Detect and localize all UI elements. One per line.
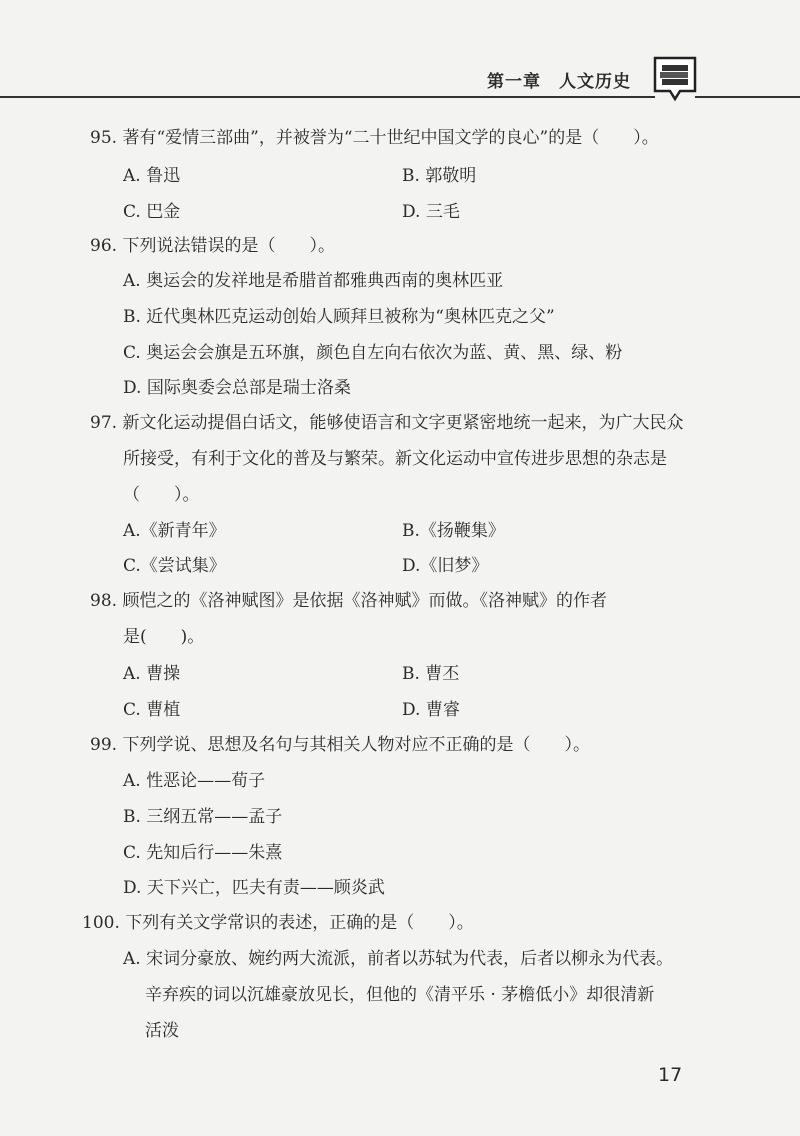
page-number: 17	[658, 1064, 683, 1086]
question-stem: 96. 下列说法错误的是（ ）。	[90, 236, 335, 256]
option-c: C. 巴金	[123, 202, 181, 222]
option-b: B. 近代奥林匹克运动创始人顾拜旦被称为“奥林匹克之父”	[123, 307, 555, 327]
option-c: C. 曹植	[123, 700, 181, 720]
question-stem: 95. 著有“爱情三部曲”，并被誉为“二十世纪中国文学的良心”的是（ ）。	[90, 128, 659, 148]
option-a-line1: A. 宋词分豪放、婉约两大流派，前者以苏轼为代表，后者以柳永为代表。	[123, 949, 674, 969]
option-b: B. 郭敬明	[402, 166, 477, 186]
header-rule	[0, 96, 655, 98]
option-a: A. 曹操	[123, 664, 181, 684]
option-d: D. 国际奥委会总部是瑞士洛桑	[123, 378, 351, 398]
option-c: C. 奥运会会旗是五环旗，颜色自左向右依次为蓝、黄、黑、绿、粉	[123, 343, 623, 363]
book-icon	[652, 55, 698, 103]
option-c: C. 先知后行——朱熹	[123, 843, 283, 863]
option-a: A. 鲁迅	[123, 166, 181, 186]
option-b: B. 三纲五常——孟子	[123, 807, 283, 827]
option-a-line3: 活泼	[145, 1021, 179, 1041]
question-stem-line2: 所接受，有利于文化的普及与繁荣。新文化运动中宣传进步思想的杂志是	[123, 449, 667, 469]
option-b: B.《扬鞭集》	[402, 521, 505, 541]
option-c: C.《尝试集》	[123, 556, 226, 576]
chapter-title: 第一章 人文历史	[487, 72, 631, 92]
question-stem: 99. 下列学说、思想及名句与其相关人物对应不正确的是（ ）。	[90, 735, 590, 755]
option-a: A.《新青年》	[123, 521, 226, 541]
option-d: D. 天下兴亡，匹夫有责——顾炎武	[123, 878, 385, 898]
question-stem-line3: （ ）。	[123, 485, 200, 505]
header-rule-right	[695, 96, 800, 98]
option-d: D. 三毛	[402, 202, 460, 222]
option-b: B. 曹丕	[402, 664, 460, 684]
question-stem-line1: 97. 新文化运动提倡白话文，能够使语言和文字更紧密地统一起来，为广大民众	[90, 413, 684, 433]
question-stem-line1: 98. 顾恺之的《洛神赋图》是依据《洛神赋》而做。《洛神赋》的作者	[90, 591, 607, 611]
question-stem: 100. 下列有关文学常识的表述，正确的是（ ）。	[82, 913, 474, 933]
option-d: D. 曹睿	[402, 700, 460, 720]
option-a: A. 性恶论——荀子	[123, 771, 266, 791]
option-a-line2: 辛弃疾的词以沉雄豪放见长，但他的《清平乐 · 茅檐低小》却很清新	[145, 985, 655, 1005]
option-d: D.《旧梦》	[402, 556, 489, 576]
option-a: A. 奥运会的发祥地是希腊首都雅典西南的奥林匹亚	[123, 271, 504, 291]
question-stem-line2: 是( )。	[123, 627, 205, 647]
